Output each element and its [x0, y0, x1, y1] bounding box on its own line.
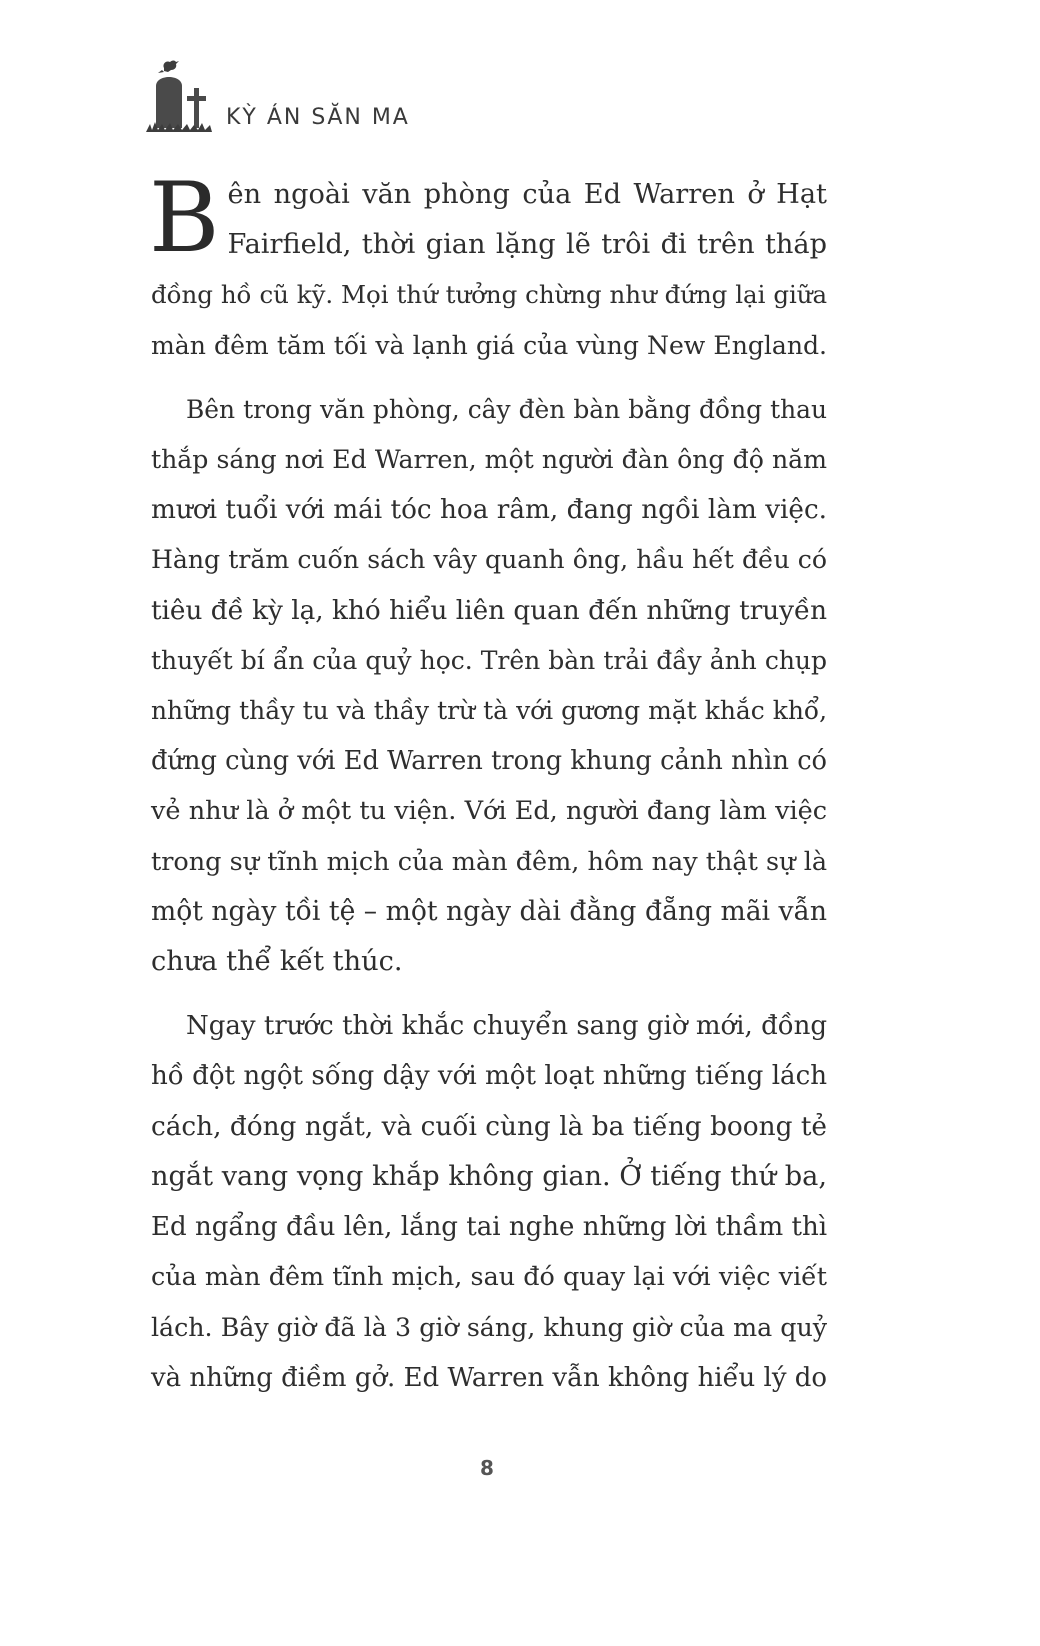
text-line: Fairfield, thời gian lặng lẽ trôi đi trên tháp: [227, 229, 827, 261]
text-line: và những điềm gở. Ed Warren vẫn không hiểu lý do: [151, 1362, 827, 1393]
text-line: thuyết bí ẩn của quỷ học. Trên bàn trải đầy ảnh chụp: [151, 645, 827, 675]
text-line: trong sự tĩnh mịch của màn đêm, hôm nay thật sự là: [151, 846, 827, 877]
text-line: đứng cùng với Ed Warren trong khung cảnh nhìn có: [151, 746, 827, 777]
drop-cap: B: [149, 162, 220, 274]
text-line: Ngay trước thời khắc chuyển sang giờ mới, đồng: [186, 1011, 827, 1042]
text-line: đồng hồ cũ kỹ. Mọi thứ tưởng chừng như đứng lại giữa: [151, 280, 827, 310]
text-line: thắp sáng nơi Ed Warren, một người đàn ông độ năm: [151, 445, 827, 475]
text-line: ên ngoài văn phòng của Ed Warren ở Hạt: [227, 179, 827, 210]
text-line: cách, đóng ngắt, và cuối cùng là ba tiếng boong tẻ: [151, 1111, 827, 1142]
text-line: những thầy tu và thầy trừ tà với gương mặt khắc khổ,: [151, 696, 827, 726]
text-line: vẻ như là ở một tu viện. Với Ed, người đang làm việc: [151, 796, 827, 827]
text-line: màn đêm tăm tối và lạnh giá của vùng New England.: [151, 330, 827, 360]
chapter-text: [149, 162, 828, 1417]
text-line: của màn đêm tĩnh mịch, sau đó quay lại với việc viết: [151, 1262, 827, 1293]
text-line: một ngày tồi tệ – một ngày dài đằng đẵng mãi vẫn: [151, 895, 827, 927]
text-line: chưa thể kết thúc.: [151, 946, 403, 978]
text-line: lách. Bây giờ đã là 3 giờ sáng, khung giờ của ma quỷ: [151, 1312, 827, 1343]
running-head: [144, 52, 410, 134]
text-line: Hàng trăm cuốn sách vây quanh ông, hầu hết đều có: [151, 545, 827, 575]
paragraph-1: [149, 162, 827, 371]
paragraph-2: [151, 385, 827, 987]
tombstone-icon: [144, 54, 214, 134]
book-title: KỲ ÁN SĂN MA: [226, 105, 410, 130]
page-number: 8: [480, 1456, 494, 1480]
text-line: ngắt vang vọng khắp không gian. Ở tiếng thứ ba,: [151, 1160, 828, 1192]
text-line: tiêu đề kỳ lạ, khó hiểu liên quan đến những truyền: [151, 595, 827, 626]
paragraph-3: [151, 1001, 827, 1403]
text-line: mươi tuổi với mái tóc hoa râm, đang ngồi làm việc.: [151, 495, 827, 526]
text-line: hồ đột ngột sống dậy với một loạt những tiếng lách: [151, 1061, 827, 1092]
text-line: Bên trong văn phòng, cây đèn bàn bằng đồng thau: [186, 394, 827, 424]
text-line: Ed ngẩng đầu lên, lắng tai nghe những lời thầm thì: [151, 1212, 827, 1243]
